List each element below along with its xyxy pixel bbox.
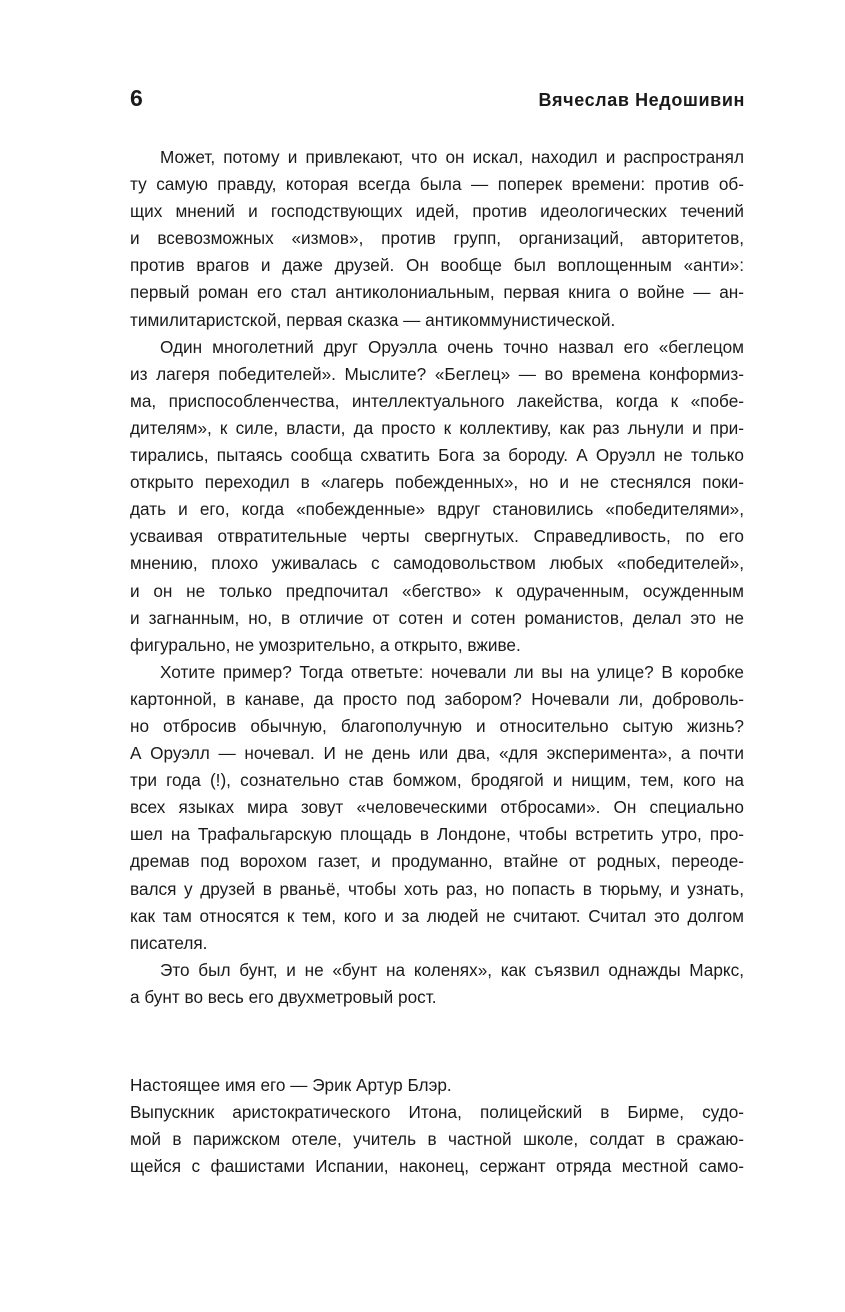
footnote-line: мой в парижском отеле, учитель в частной школе, солдат в сражаю- bbox=[130, 1129, 744, 1150]
text-line: Один многолетний друг Оруэлла очень точно назвал его «беглецом bbox=[160, 336, 744, 357]
text-line: фигурально, не умозрительно, а открыто, вживе. bbox=[130, 634, 521, 655]
footnote-line: щейся с фашистами Испании, наконец, сержант отряда местной само- bbox=[130, 1156, 744, 1177]
text-line: три года (!), сознательно став бомжом, бродягой и нищим, тем, кого на bbox=[130, 770, 744, 791]
text-line: а бунт во весь его двухметровый рост. bbox=[130, 986, 437, 1007]
text-line: и он не только предпочитал «бегство» к одураченным, осужденным bbox=[130, 580, 744, 601]
running-head-author: Вячеслав Недошивин bbox=[538, 90, 745, 110]
page-number: 6 bbox=[130, 85, 143, 111]
text-line: из лагеря победителей». Мыслите? «Беглец» — во времена конформиз- bbox=[130, 363, 744, 384]
text-line: шел на Трафальгарскую площадь в Лондоне, чтобы встретить утро, про- bbox=[130, 824, 744, 845]
text-line: дителям», к силе, власти, да просто к коллективу, как раз льнули и при- bbox=[130, 417, 744, 438]
text-line: ма, приспособленчества, интеллектуального лакейства, когда к «побе- bbox=[130, 390, 744, 411]
text-line: дремав под ворохом газет, и продуманно, втайне от родных, переоде- bbox=[130, 851, 744, 872]
text-line: открыто переходил в «лагерь побежденных», но и не стеснялся поки- bbox=[130, 472, 744, 493]
text-line: ту самую правду, которая всегда была — поперек времени: против об- bbox=[130, 174, 744, 195]
text-line: щих мнений и господствующих идей, против идеологических течений bbox=[130, 201, 744, 222]
text-line: картонной, в канаве, да просто под забором? Ночевали ли, доброволь- bbox=[130, 688, 744, 709]
text-line: тимилитаристской, первая сказка — антикоммунистической. bbox=[130, 309, 616, 330]
text-line: Хотите пример? Тогда ответьте: ночевали ли вы на улице? В коробке bbox=[160, 661, 744, 682]
footnote-line: Выпускник аристократического Итона, полицейский в Бирме, судо- bbox=[130, 1102, 744, 1123]
text-line: Может, потому и привлекают, что он искал, находил и распространял bbox=[160, 147, 744, 167]
text-line: дать и его, когда «побежденные» вдруг становились «победителями», bbox=[130, 499, 744, 520]
text-line: и загнанным, но, в отличие от сотен и сотен романистов, делал это не bbox=[130, 607, 744, 628]
text-line: как там относятся к тем, кого и за людей не считают. Считал это долгом bbox=[130, 905, 744, 926]
text-line: против врагов и даже друзей. Он вообще был воплощенным «анти»: bbox=[130, 255, 744, 276]
text-line: Это был бунт, и не «бунт на коленях», как съязвил однажды Маркс, bbox=[160, 959, 744, 980]
main-text bbox=[130, 144, 744, 1011]
text-line: всех языках мира зовут «человеческими отбросами». Он специально bbox=[130, 797, 744, 818]
text-line: первый роман его стал антиколониальным, первая книга о войне — ан- bbox=[130, 282, 744, 303]
footnote-text bbox=[130, 1072, 744, 1180]
text-line: тирались, пытаясь сообща схватить Бога за бороду. А Оруэлл не только bbox=[130, 445, 744, 466]
footnote-line: Настоящее имя его — Эрик Артур Блэр. bbox=[130, 1075, 452, 1095]
text-line: но отбросив обычную, благополучную и относительно сытую жизнь? bbox=[130, 715, 744, 736]
text-line: усваивая отвратительные черты свергнутых. Справедливость, по его bbox=[130, 526, 744, 547]
text-line: А Оруэлл — ночевал. И не день или два, «для эксперимента», а почти bbox=[130, 743, 744, 764]
text-line: вался у друзей в рваньё, чтобы хоть раз, но попасть в тюрьму, и узнать, bbox=[130, 878, 744, 899]
text-line: мнению, плохо уживалась с самодовольством любых «победителей», bbox=[130, 553, 744, 574]
text-line: писателя. bbox=[130, 932, 208, 953]
text-line: и всевозможных «измов», против групп, организаций, авторитетов, bbox=[130, 228, 744, 249]
